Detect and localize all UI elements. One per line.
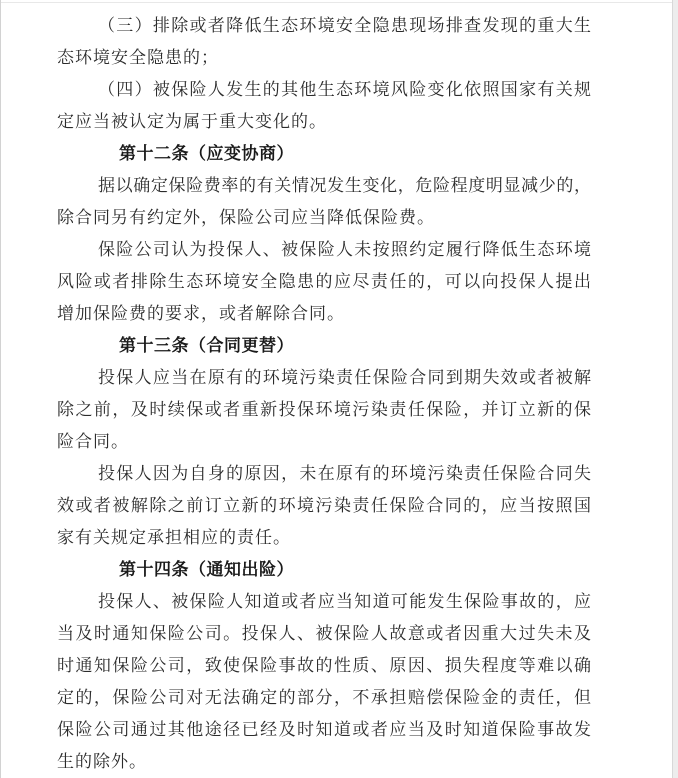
page-right-edge	[672, 0, 678, 778]
page-top-edge	[1, 2, 678, 3]
text-line: 定的，保险公司对无法确定的部分，不承担赔偿保险金的责任，但	[57, 688, 591, 707]
text-line: 效或者被解除之前订立新的环境污染责任保险合同的，应当按照国	[57, 496, 591, 515]
article-heading: 第十二条（应变协商）	[119, 144, 294, 163]
text-line: 时通知保险公司，致使保险事故的性质、原因、损失程度等难以确	[57, 656, 591, 675]
text-line: （四）被保险人发生的其他生态环境风险变化依照国家有关规	[98, 80, 591, 99]
text-line: 家有关规定承担相应的责任。	[57, 528, 291, 547]
text-line: 投保人因为自身的原因，未在原有的环境污染责任保险合同失	[98, 464, 591, 483]
text-line: 投保人应当在原有的环境污染责任保险合同到期失效或者被解	[98, 368, 591, 387]
article-heading: 第十四条（通知出险）	[119, 560, 294, 579]
text-line: 态环境安全隐患的；	[57, 48, 219, 67]
document-text-block	[57, 10, 591, 778]
text-line: 风险或者排除生态环境安全隐患的应尽责任的，可以向投保人提出	[57, 272, 591, 291]
text-line: 定应当被认定为属于重大变化的。	[57, 112, 327, 131]
text-line: 除合同另有约定外，保险公司应当降低保险费。	[57, 208, 435, 227]
text-line: 据以确定保险费率的有关情况发生变化，危险程度明显减少的，	[98, 176, 591, 195]
text-line: （三）排除或者降低生态环境安全隐患现场排查发现的重大生	[98, 16, 591, 35]
text-line: 险合同。	[57, 432, 129, 451]
text-line: 除之前，及时续保或者重新投保环境污染责任保险，并订立新的保	[57, 400, 591, 419]
text-line: 保险公司通过其他途径已经及时知道或者应当及时知道保险事故发	[57, 720, 591, 739]
text-line: 当及时通知保险公司。投保人、被保险人故意或者因重大过失未及	[57, 624, 591, 643]
text-line: 投保人、被保险人知道或者应当知道可能发生保险事故的，应	[98, 592, 591, 611]
text-line: 生的除外。	[57, 752, 147, 771]
article-heading: 第十三条（合同更替）	[119, 336, 294, 355]
text-line: 保险公司认为投保人、被保险人未按照约定履行降低生态环境	[98, 240, 591, 259]
text-line: 增加保险费的要求，或者解除合同。	[57, 304, 345, 323]
